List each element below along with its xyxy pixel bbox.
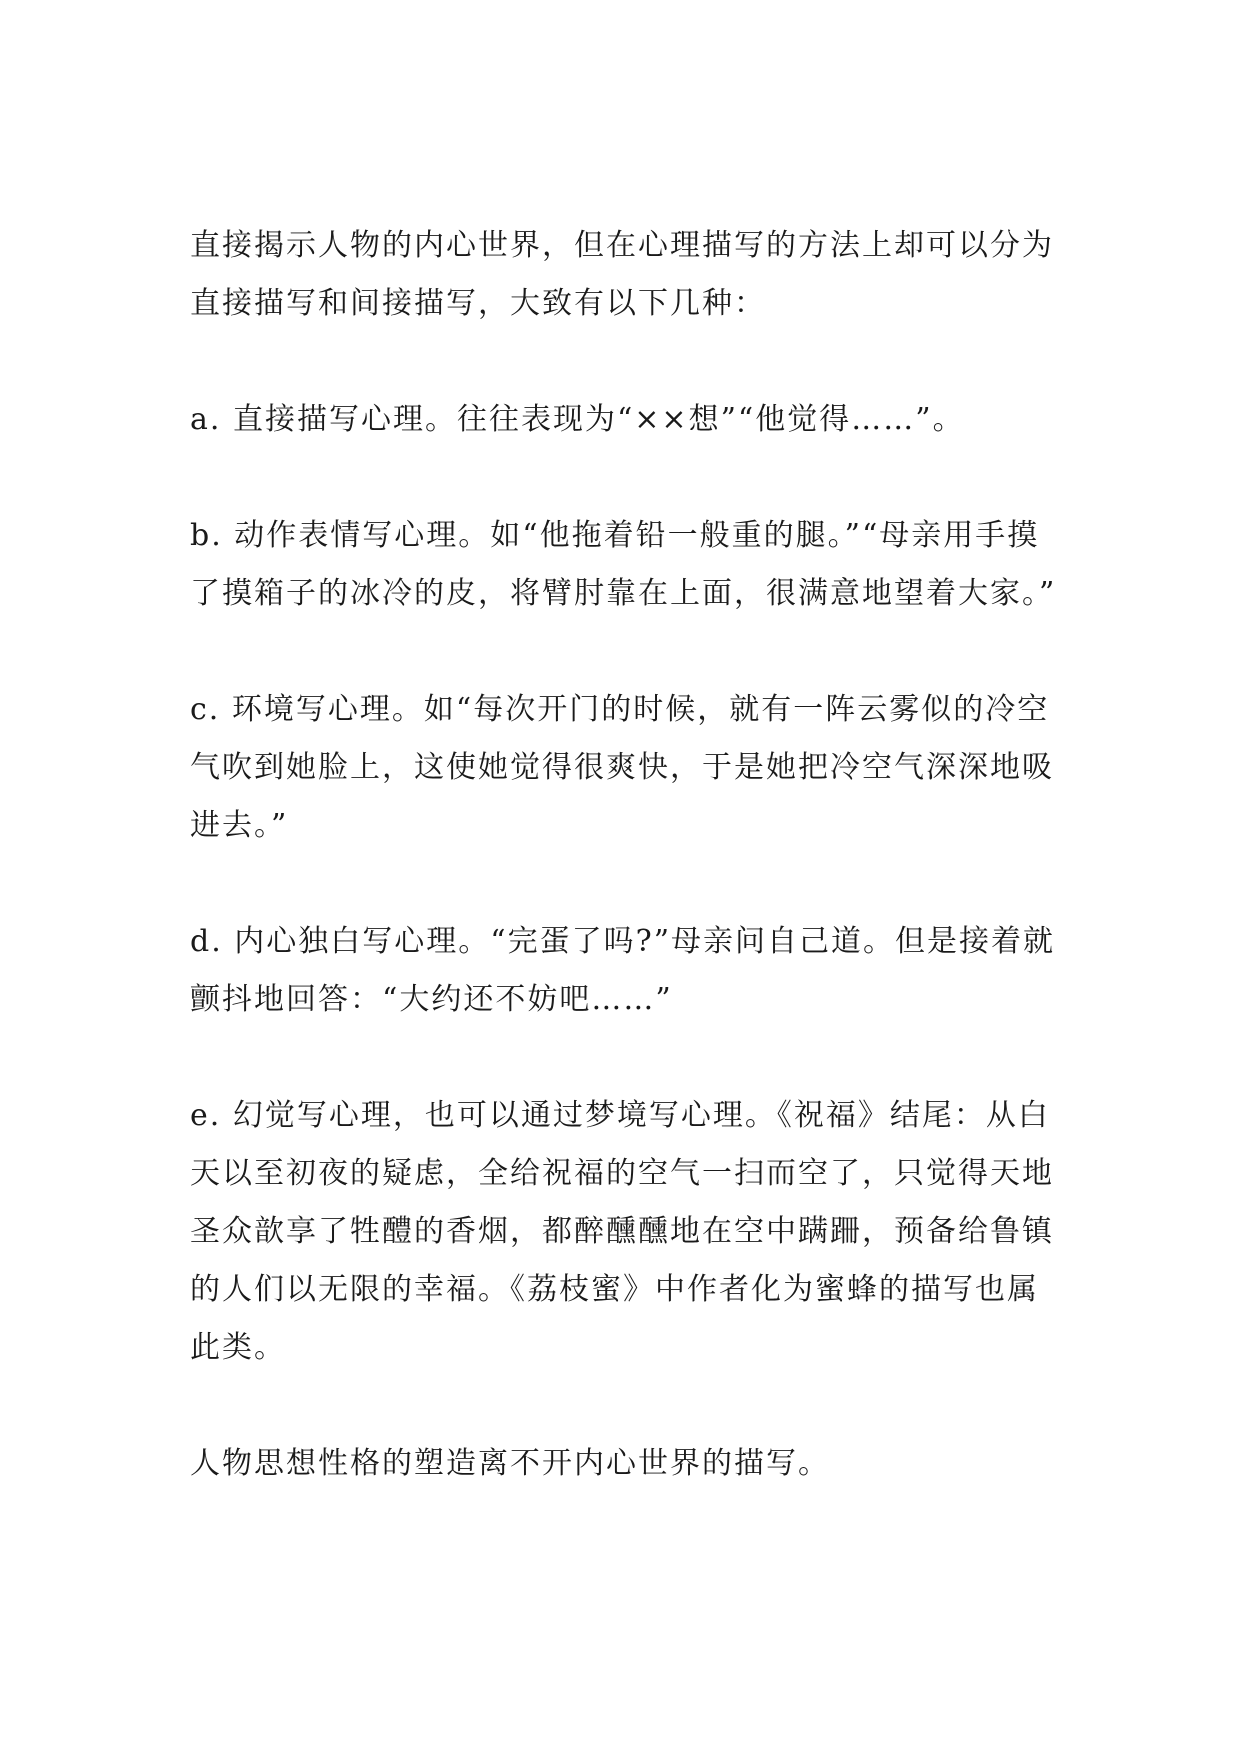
item-c-paragraph: c. 环境写心理。如“每次开门的时候，就有一阵云雾似的冷空气吹到她脸上，这使她觉得很爽快，于是她把冷空气深深地吸进去。” [190, 692, 1054, 843]
item-b-paragraph: b. 动作表情写心理。如“他拖着铅一般重的腿。”“母亲用手摸了摸箱子的冰冷的皮，将臂肘靠在上面，很满意地望着大家。” [190, 518, 1057, 611]
item-d-paragraph: d. 内心独白写心理。“完蛋了吗?”母亲问自己道。但是接着就颤抖地回答：“大约还不妨吧……” [190, 924, 1056, 1017]
document-body [190, 217, 1060, 1493]
intro-paragraph: 直接揭示人物的内心世界，但在心理描写的方法上却可以分为直接描写和间接描写，大致有以下几种： [190, 228, 1054, 321]
item-a-paragraph: a. 直接描写心理。往往表现为“××想”“他觉得……”。 [190, 402, 965, 437]
conclusion-paragraph: 人物思想性格的塑造离不开内心世界的描写。 [190, 1446, 830, 1481]
item-e-paragraph: e. 幻觉写心理，也可以通过梦境写心理。《祝福》结尾：从白天以至初夜的疑虑，全给祝福的空气一扫而空了，只觉得天地圣众歆享了牲醴的香烟，都醉醺醺地在空中蹒跚，预备给鲁镇的人们以无限的幸福。《荔枝蜜》中作者化为蜜蜂的描写也属此类。 [190, 1098, 1054, 1365]
